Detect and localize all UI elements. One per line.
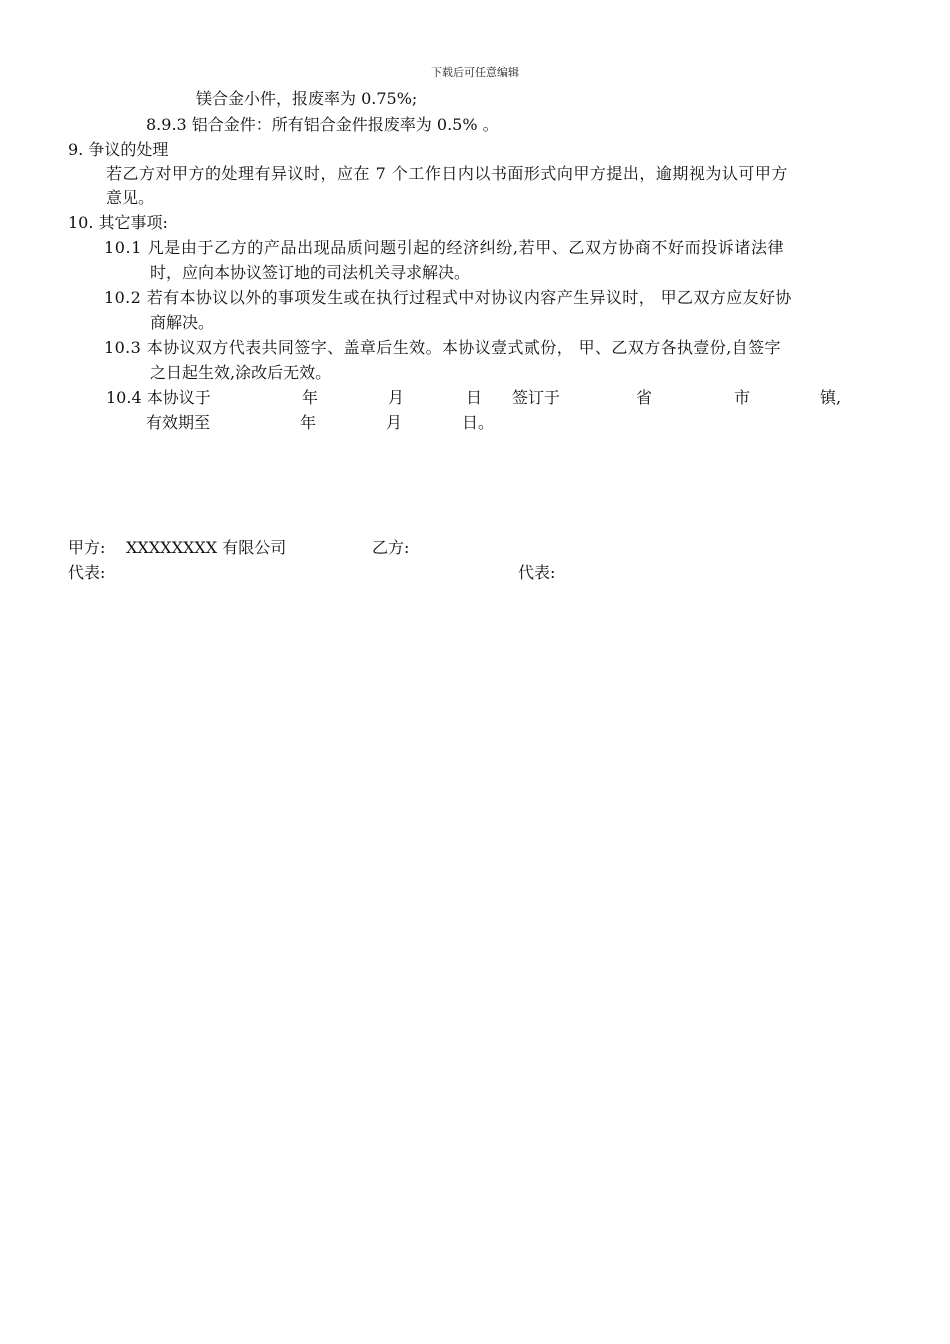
section-9-paragraph-line-2: 意见。 <box>106 188 155 207</box>
clause-10-4-signed-at: 签订于 <box>512 388 561 407</box>
clause-10-4-town: 镇, <box>820 388 842 407</box>
party-a-name: XXXXXXXX 有限公司 <box>126 538 287 557</box>
signature-parties <box>0 538 950 558</box>
section-9-heading: 9. 争议的处理 <box>68 140 169 159</box>
clause-10-4-year: 年 <box>302 388 319 407</box>
validity-line <box>0 413 950 433</box>
validity-day: 日。 <box>462 413 495 432</box>
page-header-note: 下载后可任意编辑 <box>431 66 519 79</box>
clause-10-4-province: 省 <box>636 388 653 407</box>
clause-10-2-line-1: 10.2 若有本协议以外的事项发生或在执行过程式中对协议内容产生异议时， 甲乙双方应友好协 <box>104 288 792 307</box>
clause-10-3-line-2: 之日起生效,涂改后无效。 <box>150 363 332 382</box>
clause-10-1-line-2: 时，应向本协议签订地的司法机关寻求解决。 <box>150 263 471 282</box>
signature-representatives <box>0 563 950 583</box>
clause-10-4-prefix: 10.4 本协议于 <box>106 388 211 407</box>
mg-alloy-line: 镁合金小件，报废率为 0.75%; <box>196 89 418 108</box>
rep-a-label: 代表: <box>68 563 106 582</box>
clause-10-1-line-1: 10.1 凡是由于乙方的产品出现品质问题引起的经济纠纷,若甲、乙双方协商不好而投诉诸法律 <box>104 238 785 257</box>
clause-10-2-line-2: 商解决。 <box>150 313 215 332</box>
section-9-paragraph-line-1: 若乙方对甲方的处理有异议时，应在 7 个工作日内以书面形式向甲方提出，逾期视为认可甲方 <box>106 164 788 183</box>
validity-month: 月 <box>386 413 403 432</box>
validity-prefix: 有效期至 <box>146 413 211 432</box>
party-a-label: 甲方: <box>68 538 106 557</box>
clause-8-9-3: 8.9.3 铝合金件：所有铝合金件报废率为 0.5% 。 <box>146 115 499 134</box>
clause-10-4-day: 日 <box>466 388 483 407</box>
clause-10-4-city: 市 <box>734 388 751 407</box>
party-b-label: 乙方: <box>372 538 410 557</box>
section-10-heading: 10. 其它事项: <box>68 213 168 232</box>
validity-year: 年 <box>300 413 317 432</box>
clause-10-4 <box>0 388 950 408</box>
rep-b-label: 代表: <box>518 563 556 582</box>
clause-10-3-line-1: 10.3 本协议双方代表共同签字、盖章后生效。本协议壹式贰份， 甲、乙双方各执壹份,自签字 <box>104 338 781 357</box>
clause-10-4-month: 月 <box>388 388 405 407</box>
